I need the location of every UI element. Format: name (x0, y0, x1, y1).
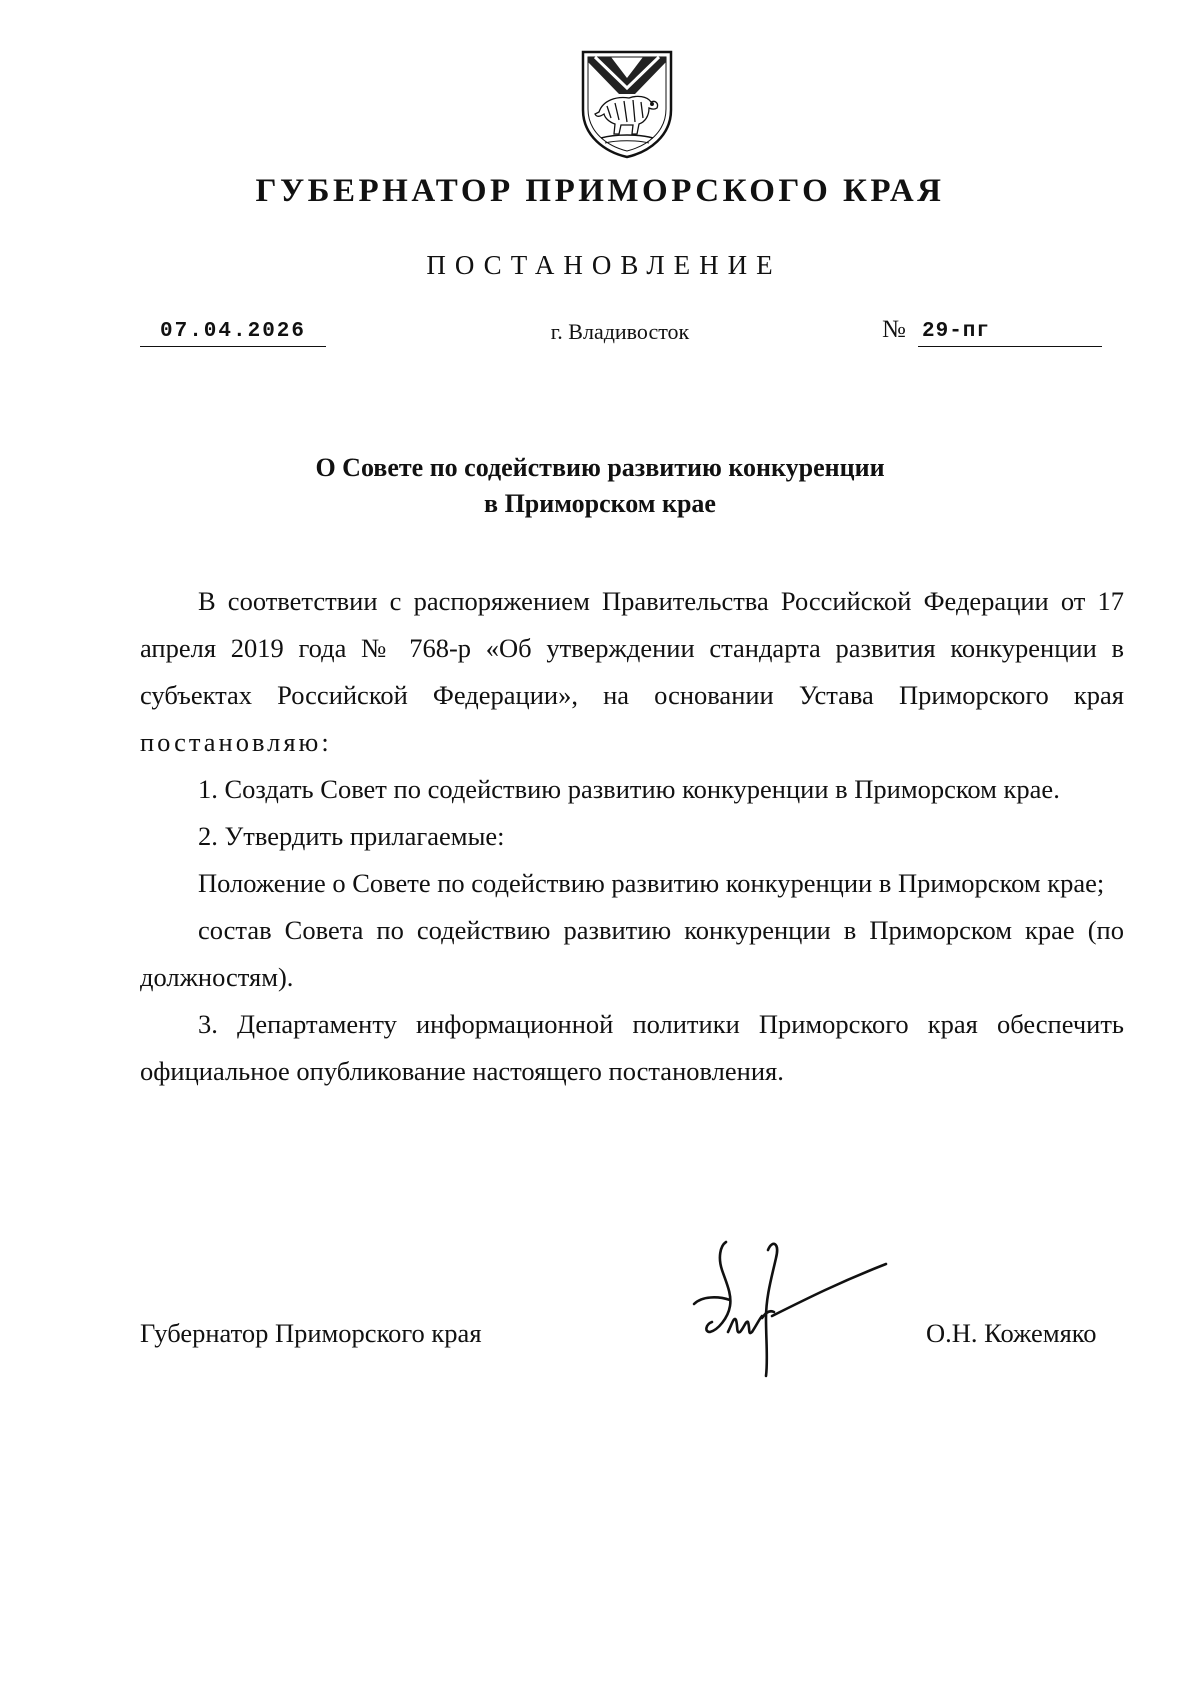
handwritten-signature-icon (690, 1236, 900, 1386)
signatory-name: О.Н. Кожемяко (926, 1318, 1097, 1348)
document-number-block (882, 314, 1102, 346)
document-title (0, 450, 1200, 522)
document-date: 07.04.2026 (140, 318, 326, 347)
item-2a-paragraph: Положение о Совете по содействию развитию конкуренции в Приморском крае; (198, 868, 1105, 898)
coat-of-arms-icon (577, 48, 677, 160)
preamble-colon: : (321, 727, 329, 757)
number-sign: № (882, 316, 906, 343)
signatory-position: Губернатор Приморского края (140, 1318, 482, 1348)
item-2b-paragraph: состав Совета по содействию развитию конкуренции в Приморском крае (по должностям). (140, 915, 1124, 992)
document-title-line-2: в Приморском крае (484, 489, 716, 518)
preamble-paragraph (140, 578, 1124, 766)
preamble-text: В соответствии с распоряжением Правительства Российской Федерации от 17 апреля 2019 года № 768-р «Об утверждении стандарта развития конкуренции в субъектах Российской Федерации», на основании Устава Приморского края (140, 586, 1124, 710)
document-city: г. Владивосток (550, 319, 690, 344)
document-number: 29-пг (918, 318, 1102, 347)
document-type: ПОСТАНОВЛЕНИЕ (426, 250, 782, 280)
issuing-authority: ГУБЕРНАТОР ПРИМОРСКОГО КРАЯ (255, 173, 945, 209)
resolution-word: постановляю (140, 727, 322, 757)
item-2-paragraph: 2. Утвердить прилагаемые: (198, 821, 505, 851)
item-3-paragraph: 3. Департаменту информационной политики Приморского края обеспечить официальное опубликование настоящего постановления. (140, 1009, 1124, 1086)
document-title-line-1: О Совете по содействию развитию конкуренции (315, 453, 885, 482)
item-1-paragraph: 1. Создать Совет по содействию развитию конкуренции в Приморском крае. (198, 774, 1060, 804)
document-body (140, 578, 1124, 1095)
